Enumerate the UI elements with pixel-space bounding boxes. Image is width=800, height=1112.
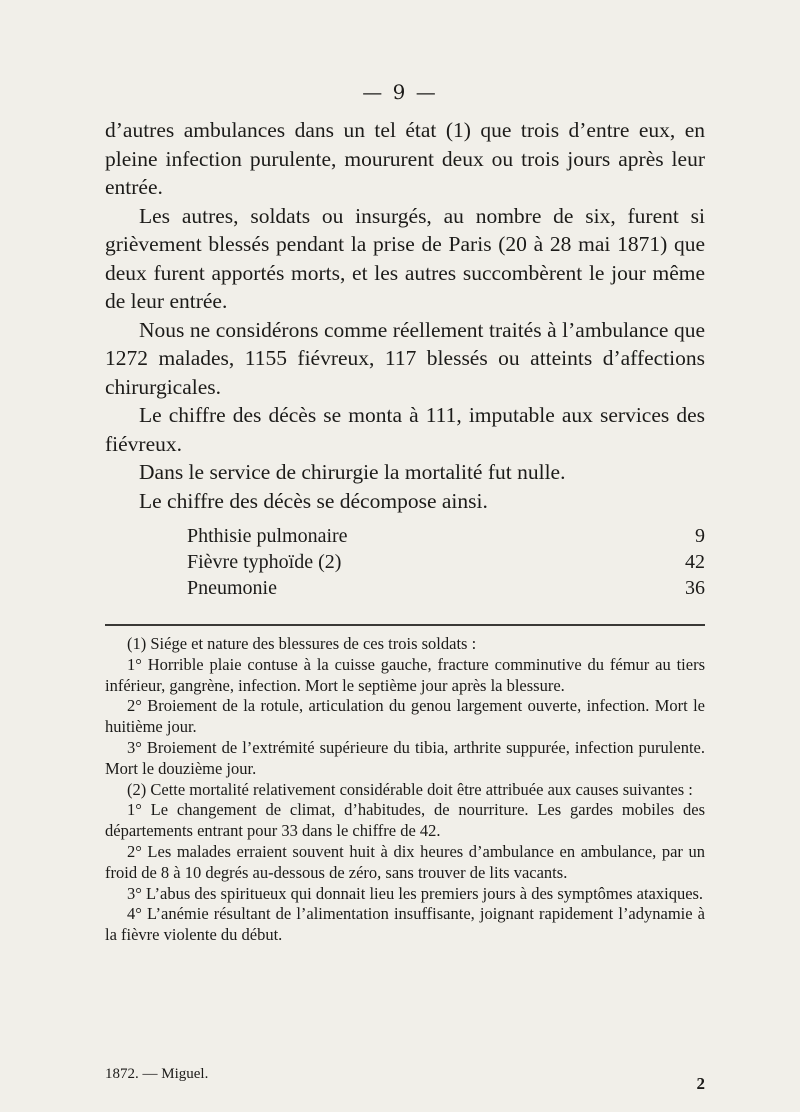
cause-count: 36 xyxy=(685,577,705,599)
causes-list xyxy=(105,523,705,601)
footnote: (2) Cette mortalité relativement considérable doit être attribuée aux causes suivantes : xyxy=(127,779,693,799)
footnote: 2° Les malades erraient souvent huit à dix heures d’ambulance en ambulance, par un froid de 8 à 10 degrés au-dessous de zéro, sans trouver de lits vacants. xyxy=(105,841,705,882)
cause-name: Fièvre typhoïde (2) xyxy=(187,551,342,573)
footnote-divider xyxy=(105,624,705,626)
footnote: 2° Broiement de la rotule, articulation du genou largement ouverte, infection. Mort le huitième jour. xyxy=(105,696,705,737)
footnote: 4° L’anémie résultant de l’alimentation insuffisante, joignant rapidement l’adynamie à la fièvre violente du début. xyxy=(105,904,705,945)
signature-mark: 2 xyxy=(696,1074,705,1093)
paragraph: d’autres ambulances dans un tel état (1) que trois d’entre eux, en pleine infection purulente, moururent deux ou trois jours après leur entrée. xyxy=(105,118,705,199)
list-item xyxy=(105,549,705,575)
footnote: 1° Le changement de climat, d’habitudes, de nourriture. Les gardes mobiles des départements entrant pour 33 dans le chiffre de 42. xyxy=(105,800,705,841)
footnote: (1) Siége et nature des blessures de ces trois soldats : xyxy=(127,634,477,653)
footnote: 1° Horrible plaie contuse à la cuisse gauche, fracture comminutive du fémur au tiers inférieur, gangrène, infection. Mort le septième jour après la blessure. xyxy=(105,654,705,695)
page-number: — 9 — xyxy=(362,80,438,104)
paragraph: Le chiffre des décès se monta à 111, imputable aux services des fiévreux. xyxy=(105,403,705,456)
footnote: 3° Broiement de l’extrémité supérieure du tibia, arthrite suppurée, infection purulente. Mort le douzième jour. xyxy=(105,737,705,778)
paragraph: Nous ne considérons comme réellement traités à l’ambulance que 1272 malades, 1155 fiévreux, 117 blessés ou atteints d’affections chirurgicales. xyxy=(105,317,705,399)
cause-name: Pneumonie xyxy=(187,577,277,599)
paragraph: Le chiffre des décès se décompose ainsi. xyxy=(139,488,488,513)
cause-count: 9 xyxy=(695,525,705,547)
cause-name: Phthisie pulmonaire xyxy=(187,525,348,547)
footer-imprint: 1872. — Miguel. xyxy=(105,1066,209,1082)
footnote: 3° L’abus des spiritueux qui donnait lieu les premiers jours à des symptômes ataxiques. xyxy=(127,883,704,903)
list-item xyxy=(105,523,705,549)
list-item xyxy=(105,575,705,601)
main-text xyxy=(105,116,705,601)
paragraph: Les autres, soldats ou insurgés, au nombre de six, furent si grièvement blessés pendant la prise de Paris (20 à 28 mai 1871) que deux furent apportés morts, et les autres succombèrent le jour même de leur entrée. xyxy=(105,203,705,313)
cause-count: 42 xyxy=(685,551,705,573)
paragraph: Dans le service de chirurgie la mortalité fut nulle. xyxy=(139,460,566,484)
footnotes xyxy=(105,634,705,946)
page-footer xyxy=(105,1066,705,1093)
